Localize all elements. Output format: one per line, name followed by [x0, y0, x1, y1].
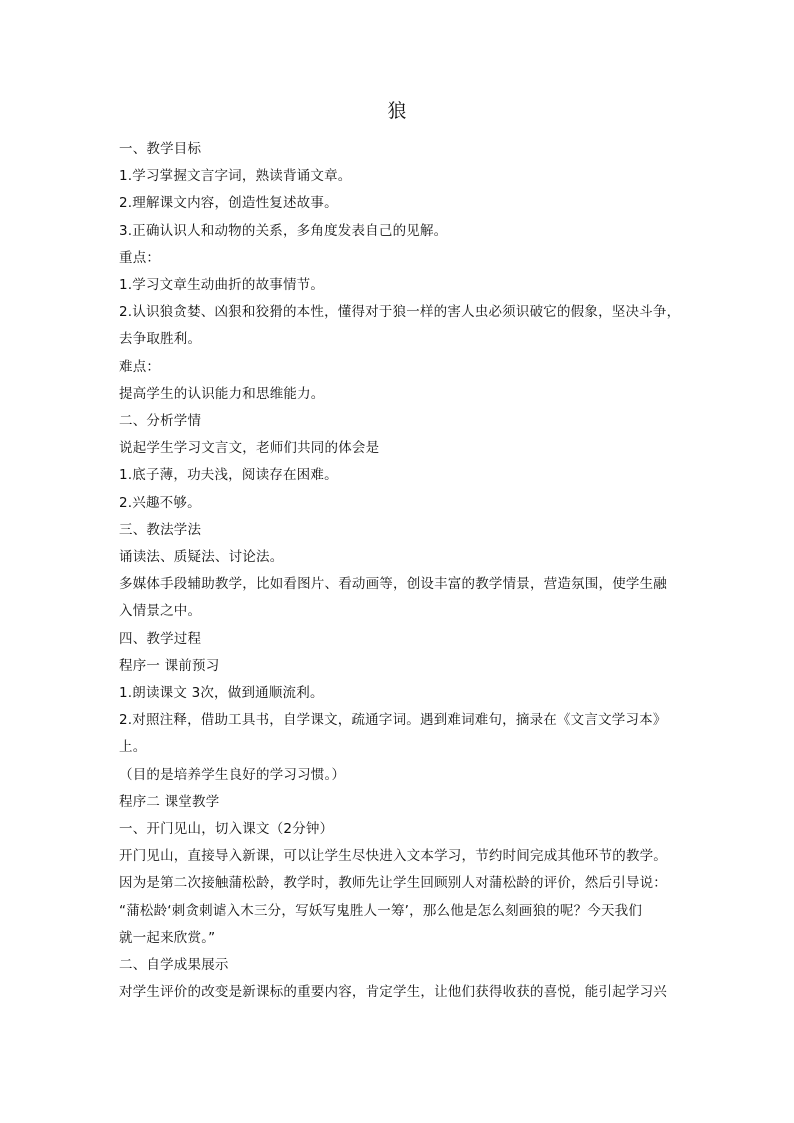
- text-line: 就一起来欣赏。”: [119, 929, 216, 946]
- text-line: 1.学习文章生动曲折的故事情节。: [119, 277, 325, 294]
- text-line: 1.朗读课文 3次，做到通顺流利。: [119, 685, 324, 702]
- text-line: 二、自学成果展示: [119, 957, 229, 974]
- text-line: “蒲松龄‘刺贪刺谑入木三分，写妖写鬼胜人一筹’，那么他是怎么刻画狼的呢？今天我们: [119, 902, 643, 919]
- text-line: 程序二 课堂教学: [119, 793, 220, 810]
- text-line: 上。: [119, 739, 147, 756]
- text-line: 2.理解课文内容，创造性复述故事。: [119, 195, 338, 212]
- text-line: 1.底子薄，功夫浅，阅读存在困难。: [119, 467, 338, 484]
- document-body: [119, 136, 689, 1007]
- text-line: 程序一 课前预习: [119, 657, 220, 674]
- text-line: 2.对照注释，借助工具书，自学课文，疏通字词。遇到难词难句，摘录在《文言文学习本》: [119, 712, 667, 729]
- text-line: 多媒体手段辅助教学，比如看图片、看动画等，创设丰富的教学情景，营造氛围，使学生融: [119, 576, 667, 593]
- text-line: 入情景之中。: [119, 603, 202, 620]
- text-line: 四、教学过程: [119, 630, 202, 647]
- document-title: 狼: [387, 100, 407, 122]
- text-line: 一、教学目标: [119, 141, 202, 157]
- text-line: 对学生评价的改变是新课标的重要内容，肯定学生，让他们获得收获的喜悦，能引起学习兴: [119, 984, 667, 1001]
- text-line: 3.正确认识人和动物的关系，多角度发表自己的见解。: [119, 222, 448, 239]
- text-line: 2.兴趣不够。: [119, 494, 201, 511]
- text-line: 二、分析学情: [119, 413, 202, 430]
- text-line: 难点：: [119, 358, 161, 375]
- text-line: 2.认识狼贪婪、凶狠和狡猾的本性，懂得对于狼一样的害人虫必须识破它的假象，坚决斗争，: [119, 304, 681, 321]
- text-line: 诵读法、质疑法、讨论法。: [119, 549, 284, 566]
- text-line: 一、开门见山，切入课文（2分钟）: [119, 821, 334, 838]
- text-line: 重点：: [119, 249, 161, 266]
- text-line: 去争取胜利。: [119, 331, 202, 348]
- text-line: 说起学生学习文言文，老师们共同的体会是: [119, 440, 380, 457]
- text-line: 三、教法学法: [119, 521, 202, 538]
- text-line: 开门见山，直接导入新课，可以让学生尽快进入文本学习，节约时间完成其他环节的教学。: [119, 848, 667, 865]
- text-line: 提高学生的认识能力和思维能力。: [119, 385, 325, 402]
- text-line: 1.学习掌握文言字词，熟读背诵文章。: [119, 168, 352, 185]
- text-line: 因为是第二次接触蒲松龄，教学时，教师先让学生回顾别人对蒲松龄的评价，然后引导说：: [119, 875, 667, 892]
- text-line: （目的是培养学生良好的学习习惯。）: [119, 766, 346, 783]
